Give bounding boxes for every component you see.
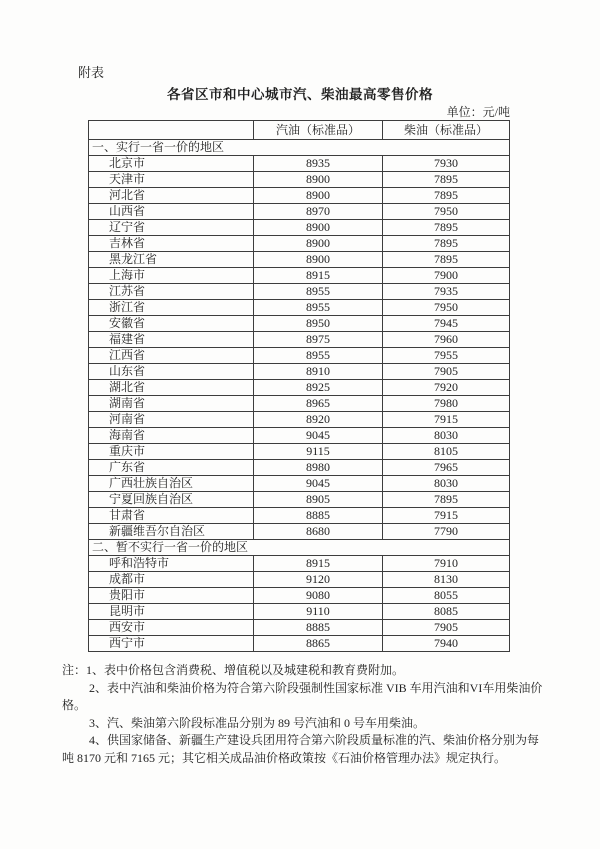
region-cell: 上海市 <box>89 268 254 284</box>
region-cell: 甘肃省 <box>89 508 254 524</box>
section-label: 一、实行一省一价的地区 <box>89 140 510 156</box>
table-row <box>89 204 510 220</box>
region-cell: 新疆维吾尔自治区 <box>89 524 254 540</box>
diesel-price-cell: 7790 <box>383 524 510 540</box>
unit-label: 单位：元/吨 <box>446 105 510 119</box>
diesel-price-cell: 7940 <box>383 636 510 652</box>
region-cell: 贵阳市 <box>89 588 254 604</box>
table-row <box>89 396 510 412</box>
table-row <box>89 268 510 284</box>
region-cell: 辽宁省 <box>89 220 254 236</box>
region-cell: 安徽省 <box>89 316 254 332</box>
region-cell: 天津市 <box>89 172 254 188</box>
diesel-price-cell: 7910 <box>383 556 510 572</box>
diesel-price-cell: 7960 <box>383 332 510 348</box>
gasoline-price-cell: 8950 <box>254 316 383 332</box>
table-row <box>89 572 510 588</box>
gasoline-price-cell: 8955 <box>254 284 383 300</box>
diesel-price-cell: 8085 <box>383 604 510 620</box>
document-title: 各省区市和中心城市汽、柴油最高零售价格 <box>167 87 433 102</box>
diesel-price-cell: 7895 <box>383 492 510 508</box>
note-line: 4、供国家储备、新疆生产建设兵团用符合第六阶段质量标准的汽、柴油价格分别为每 <box>89 733 540 748</box>
region-cell: 福建省 <box>89 332 254 348</box>
table-row <box>89 412 510 428</box>
diesel-price-cell: 7955 <box>383 348 510 364</box>
table-row <box>89 508 510 524</box>
table-row <box>89 156 510 172</box>
diesel-price-cell: 7905 <box>383 620 510 636</box>
gasoline-price-cell: 8900 <box>254 252 383 268</box>
section-row <box>89 540 510 556</box>
table-row <box>89 444 510 460</box>
diesel-price-cell: 7965 <box>383 460 510 476</box>
diesel-price-cell: 7895 <box>383 220 510 236</box>
gasoline-price-cell: 8965 <box>254 396 383 412</box>
diesel-price-cell: 7895 <box>383 188 510 204</box>
diesel-price-cell: 7895 <box>383 236 510 252</box>
table-row <box>89 364 510 380</box>
table-row <box>89 492 510 508</box>
table-row <box>89 380 510 396</box>
gasoline-price-cell: 8920 <box>254 412 383 428</box>
region-cell: 湖北省 <box>89 380 254 396</box>
notes-block <box>62 662 543 768</box>
section-label: 二、暂不实行一省一价的地区 <box>89 540 510 556</box>
diesel-price-cell: 7980 <box>383 396 510 412</box>
gasoline-price-cell: 8905 <box>254 492 383 508</box>
gasoline-price-cell: 8900 <box>254 172 383 188</box>
gasoline-price-cell: 8980 <box>254 460 383 476</box>
header-diesel: 柴油（标准品） <box>383 121 510 140</box>
region-cell: 广西壮族自治区 <box>89 476 254 492</box>
gasoline-price-cell: 8955 <box>254 348 383 364</box>
note-line: 注：1、表中价格包含消费税、增值税以及城建税和教育费附加。 <box>62 663 405 677</box>
annex-label: 附表 <box>78 65 105 80</box>
diesel-price-cell: 8030 <box>383 476 510 492</box>
gasoline-price-cell: 8900 <box>254 236 383 252</box>
diesel-price-cell: 7915 <box>383 412 510 428</box>
table-row <box>89 460 510 476</box>
table-row <box>89 252 510 268</box>
table-row <box>89 524 510 540</box>
diesel-price-cell: 8030 <box>383 428 510 444</box>
gasoline-price-cell: 8915 <box>254 268 383 284</box>
region-cell: 吉林省 <box>89 236 254 252</box>
table-row <box>89 604 510 620</box>
diesel-price-cell: 7950 <box>383 300 510 316</box>
region-cell: 重庆市 <box>89 444 254 460</box>
diesel-price-cell: 8105 <box>383 444 510 460</box>
gasoline-price-cell: 8935 <box>254 156 383 172</box>
gasoline-price-cell: 8885 <box>254 508 383 524</box>
region-cell: 呼和浩特市 <box>89 556 254 572</box>
gasoline-price-cell: 8865 <box>254 636 383 652</box>
region-cell: 海南省 <box>89 428 254 444</box>
diesel-price-cell: 8055 <box>383 588 510 604</box>
region-cell: 河北省 <box>89 188 254 204</box>
region-cell: 山东省 <box>89 364 254 380</box>
table-row <box>89 588 510 604</box>
gasoline-price-cell: 8680 <box>254 524 383 540</box>
note-line: 2、表中汽油和柴油价格为符合第六阶段强制性国家标准 VIB 车用汽油和VI车用柴油价 <box>89 680 543 695</box>
gasoline-price-cell: 9115 <box>254 444 383 460</box>
diesel-price-cell: 7905 <box>383 364 510 380</box>
region-cell: 湖南省 <box>89 396 254 412</box>
gasoline-price-cell: 9120 <box>254 572 383 588</box>
gasoline-price-cell: 9045 <box>254 476 383 492</box>
gasoline-price-cell: 8915 <box>254 556 383 572</box>
table-row <box>89 620 510 636</box>
header-gasoline: 汽油（标准品） <box>254 121 383 140</box>
table-row <box>89 556 510 572</box>
table-row <box>89 172 510 188</box>
gasoline-price-cell: 8970 <box>254 204 383 220</box>
diesel-price-cell: 7920 <box>383 380 510 396</box>
note-line: 格。 <box>62 698 87 713</box>
region-cell: 浙江省 <box>89 300 254 316</box>
table-row <box>89 284 510 300</box>
table-row <box>89 348 510 364</box>
diesel-price-cell: 7900 <box>383 268 510 284</box>
table-row <box>89 636 510 652</box>
table-row <box>89 316 510 332</box>
table-row <box>89 332 510 348</box>
table-header-row <box>89 121 510 140</box>
gasoline-price-cell: 8925 <box>254 380 383 396</box>
table-row <box>89 188 510 204</box>
region-cell: 昆明市 <box>89 604 254 620</box>
gasoline-price-cell: 9080 <box>254 588 383 604</box>
diesel-price-cell: 7915 <box>383 508 510 524</box>
diesel-price-cell: 7895 <box>383 172 510 188</box>
region-cell: 黑龙江省 <box>89 252 254 268</box>
region-cell: 广东省 <box>89 460 254 476</box>
gasoline-price-cell: 8910 <box>254 364 383 380</box>
region-cell: 西安市 <box>89 620 254 636</box>
diesel-price-cell: 8130 <box>383 572 510 588</box>
gasoline-price-cell: 8900 <box>254 188 383 204</box>
gasoline-price-cell: 8900 <box>254 220 383 236</box>
diesel-price-cell: 7945 <box>383 316 510 332</box>
table-row <box>89 428 510 444</box>
region-cell: 河南省 <box>89 412 254 428</box>
table-row <box>89 220 510 236</box>
table-row <box>89 236 510 252</box>
header-region <box>89 121 254 140</box>
region-cell: 西宁市 <box>89 636 254 652</box>
region-cell: 江苏省 <box>89 284 254 300</box>
section-row <box>89 140 510 156</box>
note-line: 3、汽、柴油第六阶段标准品分别为 89 号汽油和 0 号车用柴油。 <box>89 715 426 730</box>
gasoline-price-cell: 9110 <box>254 604 383 620</box>
gasoline-price-cell: 8955 <box>254 300 383 316</box>
diesel-price-cell: 7950 <box>383 204 510 220</box>
diesel-price-cell: 7895 <box>383 252 510 268</box>
region-cell: 江西省 <box>89 348 254 364</box>
gasoline-price-cell: 9045 <box>254 428 383 444</box>
gasoline-price-cell: 8975 <box>254 332 383 348</box>
region-cell: 宁夏回族自治区 <box>89 492 254 508</box>
table-row <box>89 476 510 492</box>
region-cell: 北京市 <box>89 156 254 172</box>
region-cell: 山西省 <box>89 204 254 220</box>
diesel-price-cell: 7930 <box>383 156 510 172</box>
gasoline-price-cell: 8885 <box>254 620 383 636</box>
price-table <box>88 120 510 652</box>
table-row <box>89 300 510 316</box>
region-cell: 成都市 <box>89 572 254 588</box>
diesel-price-cell: 7935 <box>383 284 510 300</box>
note-line: 吨 8170 元和 7165 元；其它相关成品油价格政策按《石油价格管理办法》规定执行。 <box>62 750 507 765</box>
